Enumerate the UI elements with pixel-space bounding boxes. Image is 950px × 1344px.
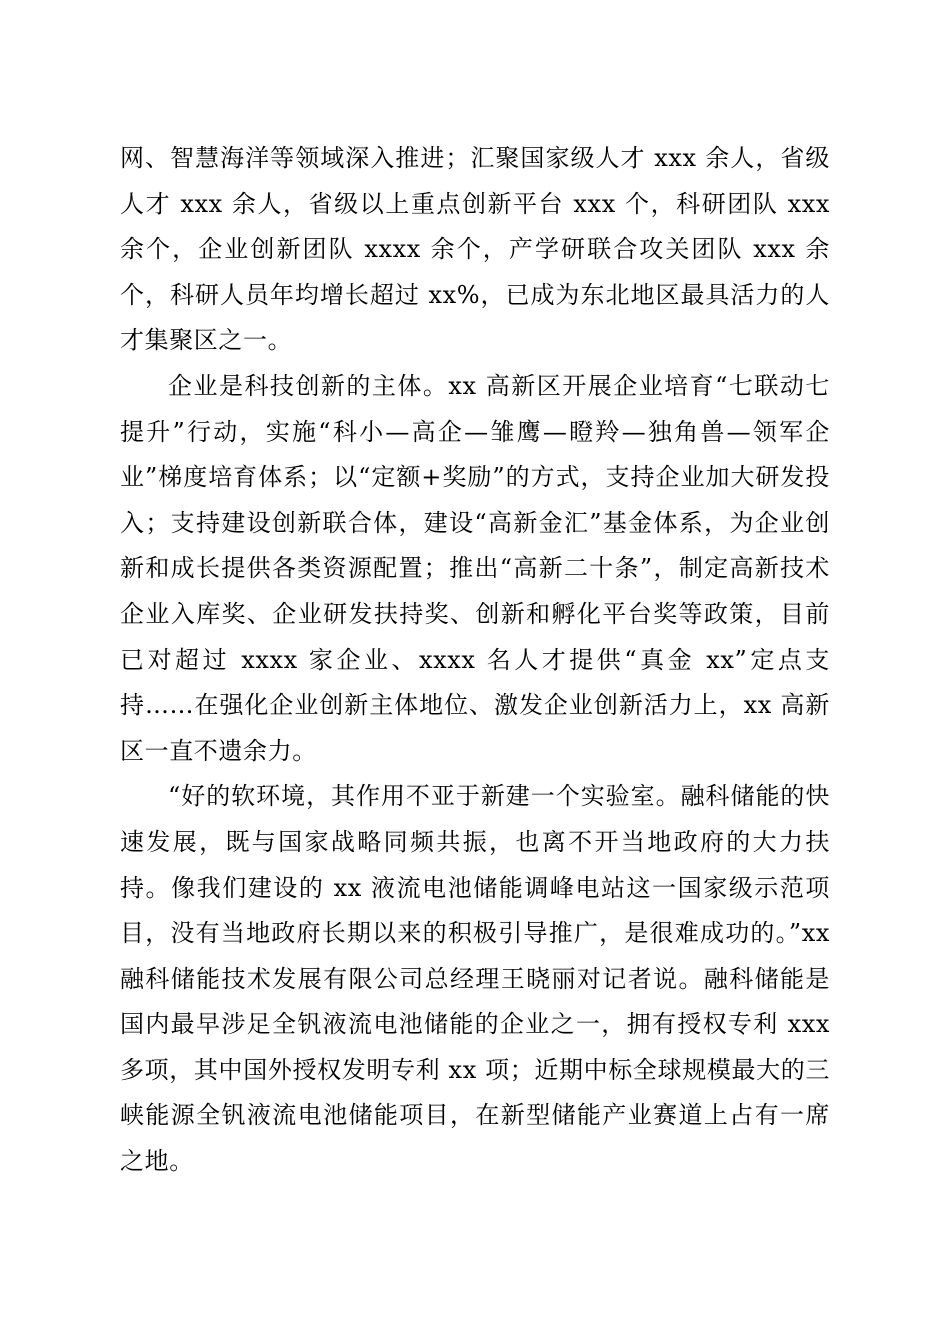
paragraph-2: 企业是科技创新的主体。xx 高新区开展企业培育“七联动七提升”行动，实施“科小—高企—雏鹰—瞪羚—独角兽—领军企业”梯度培育体系；以“定额+奖励”的方式，支持企业加大研发投入；支持建设创新联合体，建设“高新金汇”基金体系，为企业创新和成长提供各类资源配置；推出“高新二十条”，制定高新技术企业入库奖、企业研发扶持奖、创新和孵化平台奖等政策，目前已对超过 xxxx 家企业、xxxx 名人才提供“真金 xx”定点支持……在强化企业创新主体地位、激发企业创新活力上，xx 高新区一直不遗余力。 bbox=[120, 371, 830, 765]
document-body bbox=[120, 136, 830, 1185]
paragraph-3: “好的软环境，其作用不亚于新建一个实验室。融科储能的快速发展，既与国家战略同频共振，也离不开当地政府的大力扶持。像我们建设的 xx 液流电池储能调峰电站这一国家级示范项目，没有当地政府长期以来的积极引导推广，是很难成功的。”xx 融科储能技术发展有限公司总经理王晓丽对记者说。融科储能是国内最早涉足全钒液流电池储能的企业之一，拥有授权专利 xxx 多项，其中国外授权发明专利 xx 项；近期中标全球规模最大的三峡能源全钒液流电池储能项目，在新型储能产业赛道上占有一席之地。 bbox=[120, 782, 830, 1176]
paragraph-1: 网、智慧海洋等领域深入推进；汇聚国家级人才 xxx 余人，省级人才 xxx 余人，省级以上重点创新平台 xxx 个，科研团队 xxx 余个，企业创新团队 xxxx 余个，产学研联合攻关团队 xxx 余个，科研人员年均增长超过 xx%，已成为东北地区最具活力的人才集聚区之一。 bbox=[120, 144, 830, 355]
